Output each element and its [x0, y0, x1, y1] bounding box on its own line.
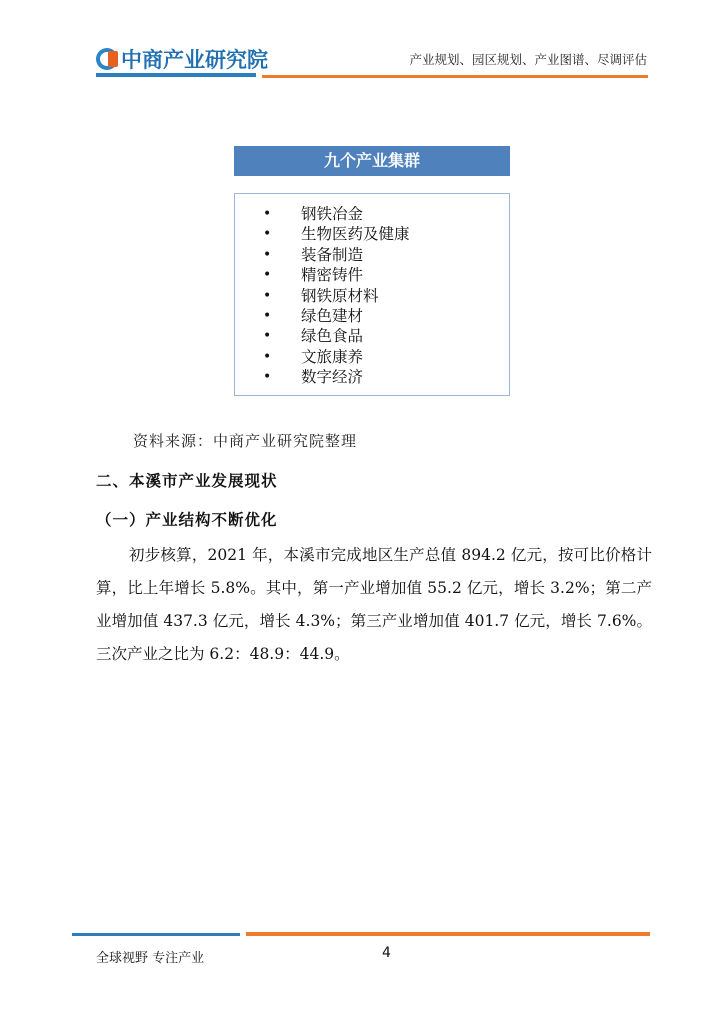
cluster-table-title: 九个产业集群 [234, 146, 510, 176]
logo-icon [96, 48, 118, 70]
cluster-item-label: 精密铸件 [301, 266, 364, 285]
footer-slogan: 全球视野 专注产业 [96, 951, 205, 966]
logo-text: 中商产业研究院 [121, 48, 268, 72]
cluster-list-item [263, 347, 410, 367]
cluster-list-item [263, 204, 410, 224]
cluster-list-item [263, 286, 410, 306]
cluster-item-label: 生物医药及健康 [301, 225, 410, 244]
page-number: 4 [382, 945, 391, 961]
bullet-icon: • [263, 246, 272, 263]
subsection-heading: （一）产业结构不断优化 [96, 511, 278, 529]
cluster-list-box [234, 193, 510, 396]
cluster-list-item [263, 245, 410, 265]
bullet-icon: • [263, 369, 272, 386]
cluster-list-item [263, 306, 410, 326]
cluster-list-item [263, 326, 410, 346]
bullet-icon: • [263, 287, 272, 304]
footer-rule-orange [246, 932, 650, 936]
cluster-list-item [263, 265, 410, 285]
header-tagline: 产业规划、园区规划、产业图谱、尽调评估 [409, 52, 647, 67]
bullet-icon: • [263, 267, 272, 284]
body-paragraph: 初步核算，2021 年，本溪市完成地区生产总值 894.2 亿元，按可比价格计算，比上年增长 5.8%。其中，第一产业增加值 55.2 亿元，增长 3.2%；第二产业增加值 437.3 亿元，增长 4.3%；第三产业增加值 401.7 亿元，增长 7.6%。三次产业之比为 6.2：48.9：44.9。 [96, 546, 652, 663]
bullet-icon: • [263, 348, 272, 365]
cluster-list-item [263, 224, 410, 244]
section-heading: 二、本溪市产业发展现状 [96, 472, 278, 490]
cluster-item-label: 文旅康养 [301, 347, 364, 366]
footer-rule-blue [72, 933, 240, 936]
bullet-icon: • [263, 308, 272, 325]
cluster-item-label: 钢铁冶金 [301, 205, 364, 223]
cluster-list-item [263, 367, 410, 387]
cluster-item-label: 数字经济 [301, 368, 364, 387]
cluster-item-label: 绿色建材 [301, 307, 364, 326]
cluster-item-label: 绿色食品 [301, 327, 364, 346]
cluster-item-label: 装备制造 [301, 245, 364, 264]
company-logo [96, 44, 268, 74]
cluster-list [263, 204, 410, 388]
header-rule-blue [96, 73, 256, 77]
bullet-icon: • [263, 226, 272, 243]
source-note: 资料来源：中商产业研究院整理 [133, 432, 358, 450]
bullet-icon: • [263, 206, 272, 222]
bullet-icon: • [263, 328, 272, 345]
header-rule-orange [262, 75, 648, 78]
cluster-item-label: 钢铁原材料 [301, 286, 379, 305]
industry-cluster-table [234, 146, 510, 396]
